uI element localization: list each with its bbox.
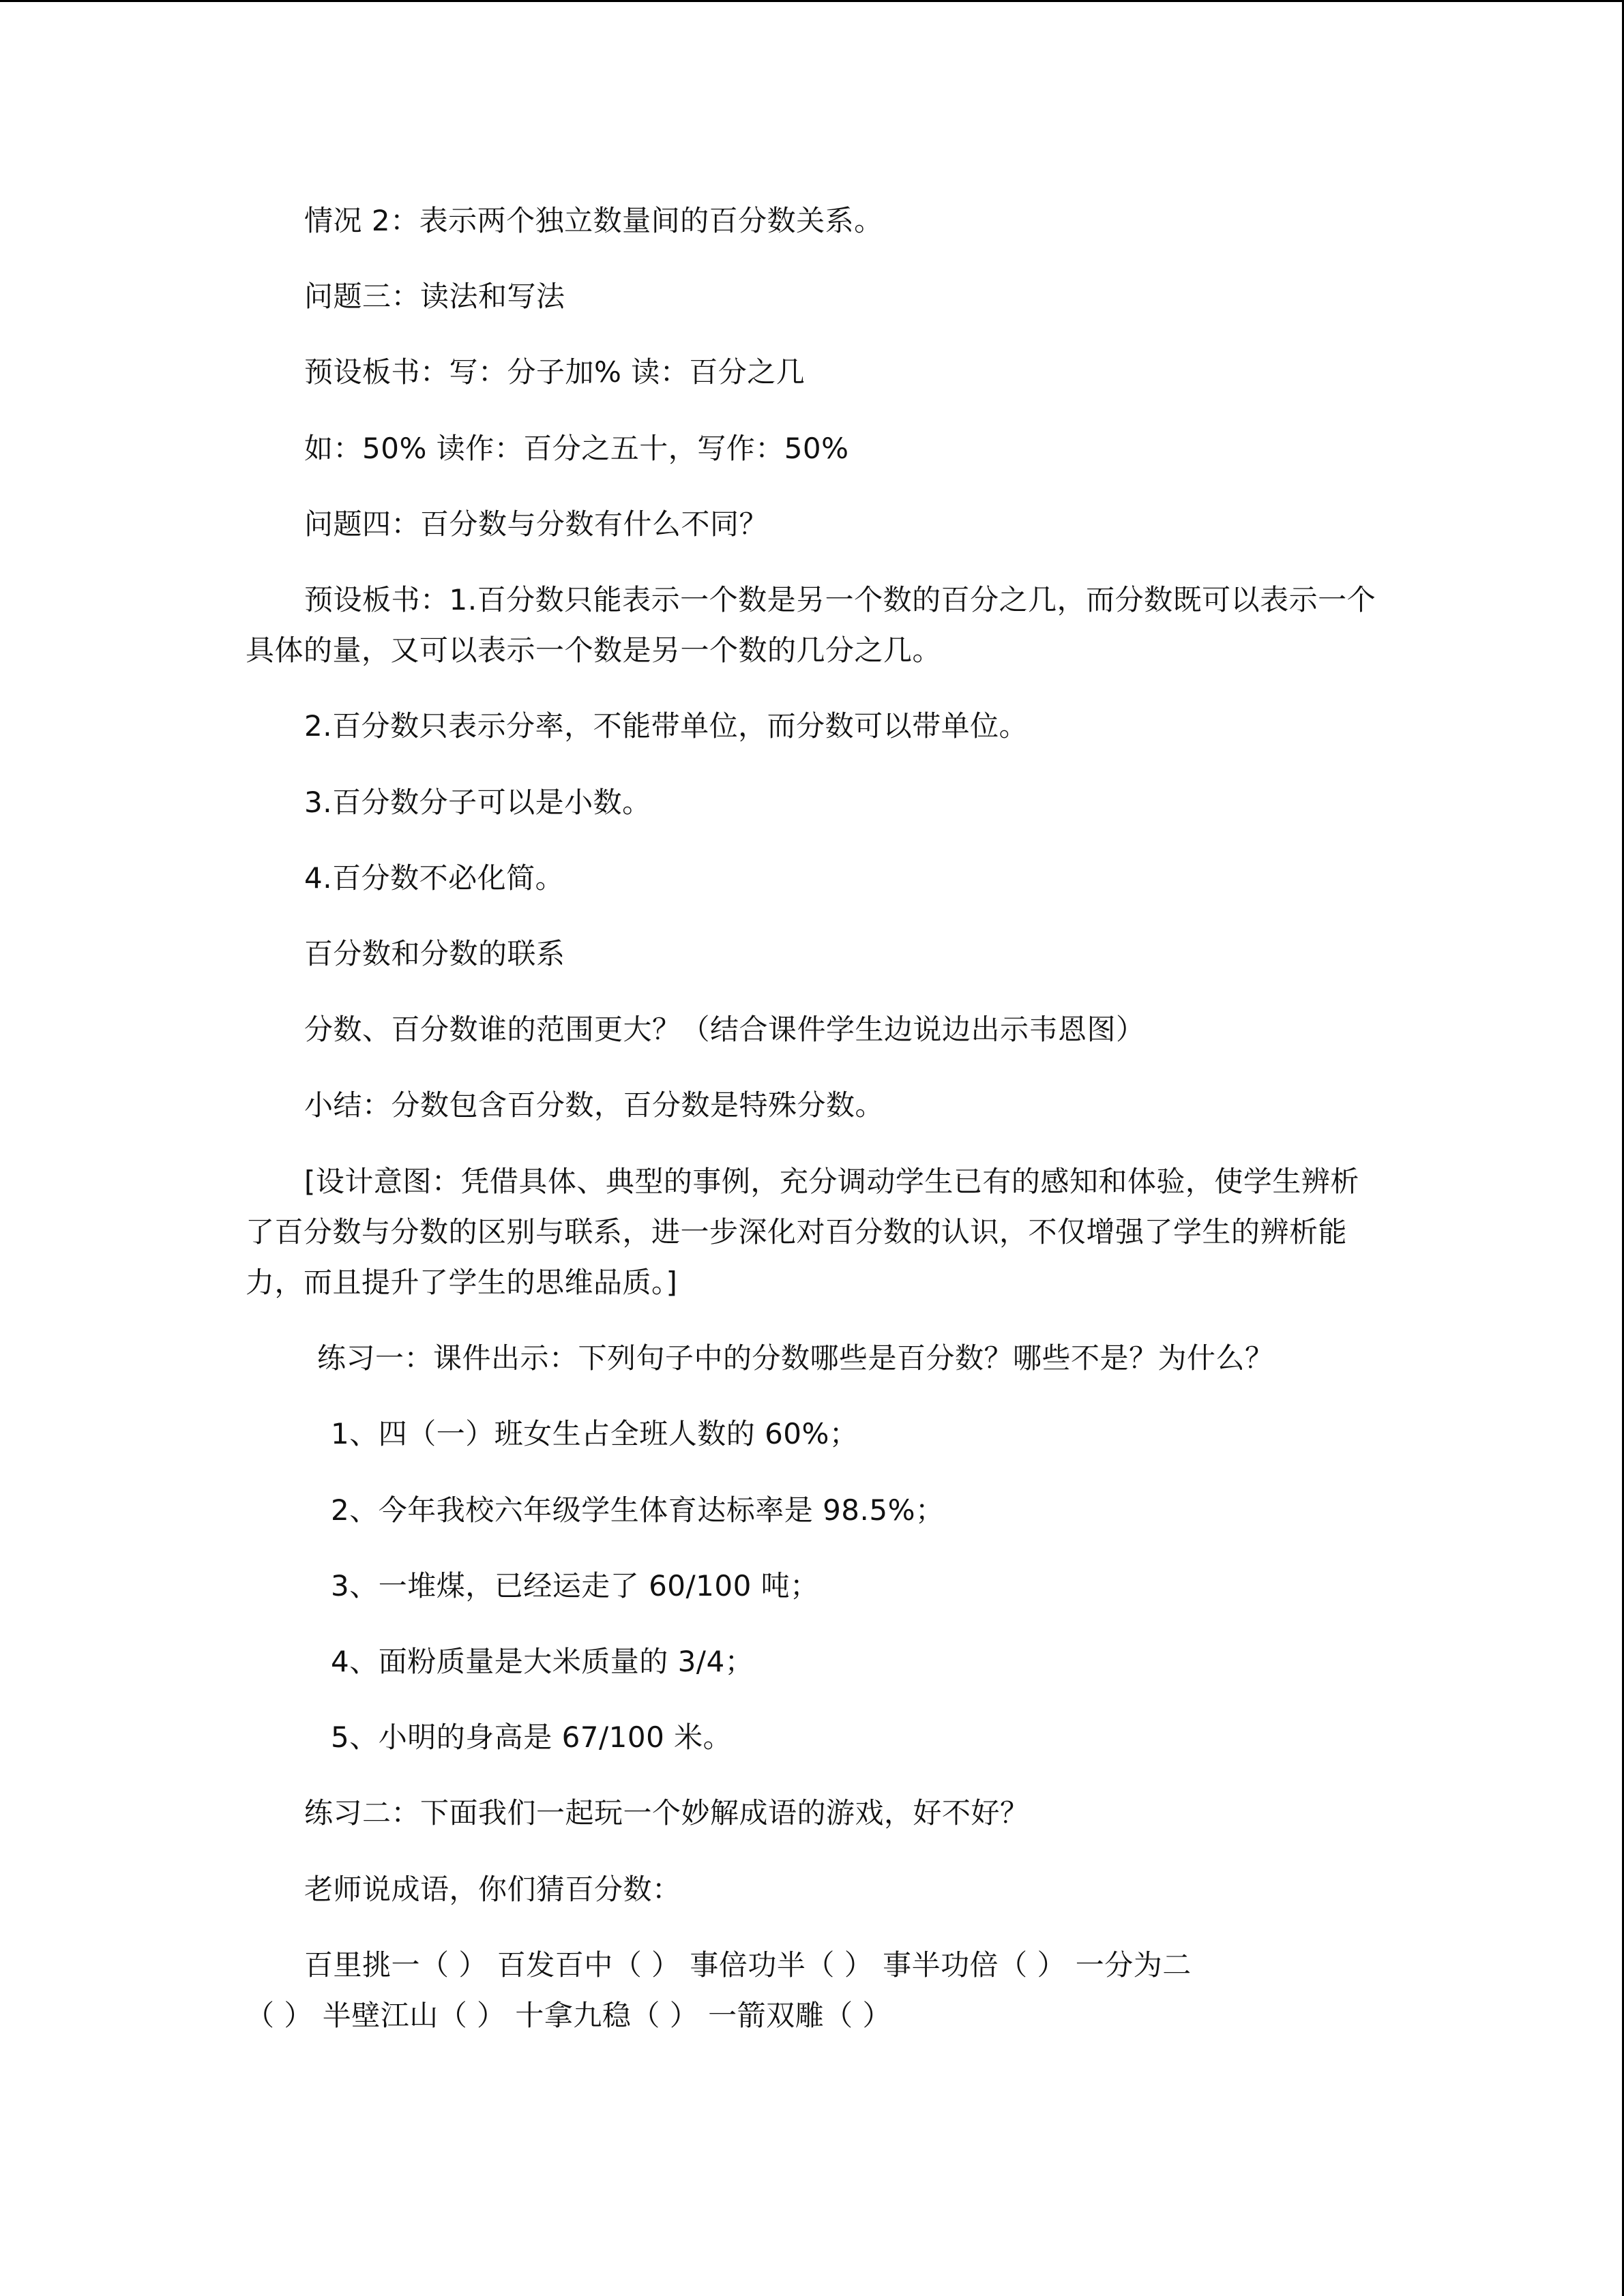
text-line-design-intent-1: [设计意图：凭借具体、典型的事例，充分调动学生已有的感知和体验，使学生辨析	[304, 1165, 1359, 1198]
text-line-relation-heading: 百分数和分数的联系	[304, 937, 565, 970]
text-line-point-3: 3.百分数分子可以是小数。	[304, 786, 651, 819]
text-line-design-intent-2: 了百分数与分数的区别与联系，进一步深化对百分数的认识，不仅增强了学生的辨析能	[246, 1215, 1348, 1249]
text-line-board-preset-2: 预设板书：1.百分数只能表示一个数是另一个数的百分之几，而分数既可以表示一个	[304, 583, 1376, 616]
text-line-board-preset-2-cont: 具体的量，又可以表示一个数是另一个数的几分之几。	[246, 633, 942, 667]
text-line-exercise-item-4: 4、面粉质量是大米质量的 3/4；	[331, 1645, 754, 1678]
text-line-question-3: 问题三：读法和写法	[304, 280, 565, 313]
text-line-range-question: 分数、百分数谁的范围更大？（结合课件学生边说边出示韦恩图）	[304, 1013, 1145, 1046]
text-line-example-50-percent: 如：50% 读作：百分之五十，写作：50%	[304, 432, 849, 465]
text-line-exercise-2: 练习二：下面我们一起玩一个妙解成语的游戏，好不好？	[304, 1796, 1029, 1830]
text-line-exercise-item-3: 3、一堆煤，已经运走了 60/100 吨；	[331, 1569, 819, 1602]
text-line-idiom-intro: 老师说成语，你们猜百分数：	[304, 1873, 681, 1906]
text-line-summary: 小结：分数包含百分数，百分数是特殊分数。	[304, 1088, 885, 1122]
text-line-point-4: 4.百分数不必化简。	[304, 861, 565, 895]
page-top-border	[0, 0, 1624, 2]
text-line-case-2: 情况 2：表示两个独立数量间的百分数关系。	[304, 204, 883, 237]
text-line-point-2: 2.百分数只表示分率，不能带单位，而分数可以带单位。	[304, 709, 1029, 743]
text-line-exercise-1: 练习一：课件出示：下列句子中的分数哪些是百分数？哪些不是？为什么？	[317, 1341, 1274, 1375]
text-line-idioms-row-2: （ ） 半壁江山（ ） 十拿九稳（ ） 一箭双雕（ ）	[246, 1999, 891, 2032]
text-line-exercise-item-2: 2、今年我校六年级学生体育达标率是 98.5%；	[331, 1493, 945, 1527]
text-line-idioms-row-1: 百里挑一（ ） 百发百中（ ） 事倍功半（ ） 事半功倍（ ） 一分为二	[304, 1948, 1192, 1982]
text-line-exercise-item-1: 1、四（一）班女生占全班人数的 60%；	[331, 1417, 859, 1450]
text-line-question-4: 问题四：百分数与分数有什么不同？	[304, 507, 769, 541]
text-line-design-intent-3: 力，而且提升了学生的思维品质。]	[246, 1266, 678, 1299]
text-line-exercise-item-5: 5、小明的身高是 67/100 米。	[331, 1720, 733, 1754]
text-line-board-preset-1: 预设板书：写：分子加% 读：百分之几	[304, 355, 806, 389]
